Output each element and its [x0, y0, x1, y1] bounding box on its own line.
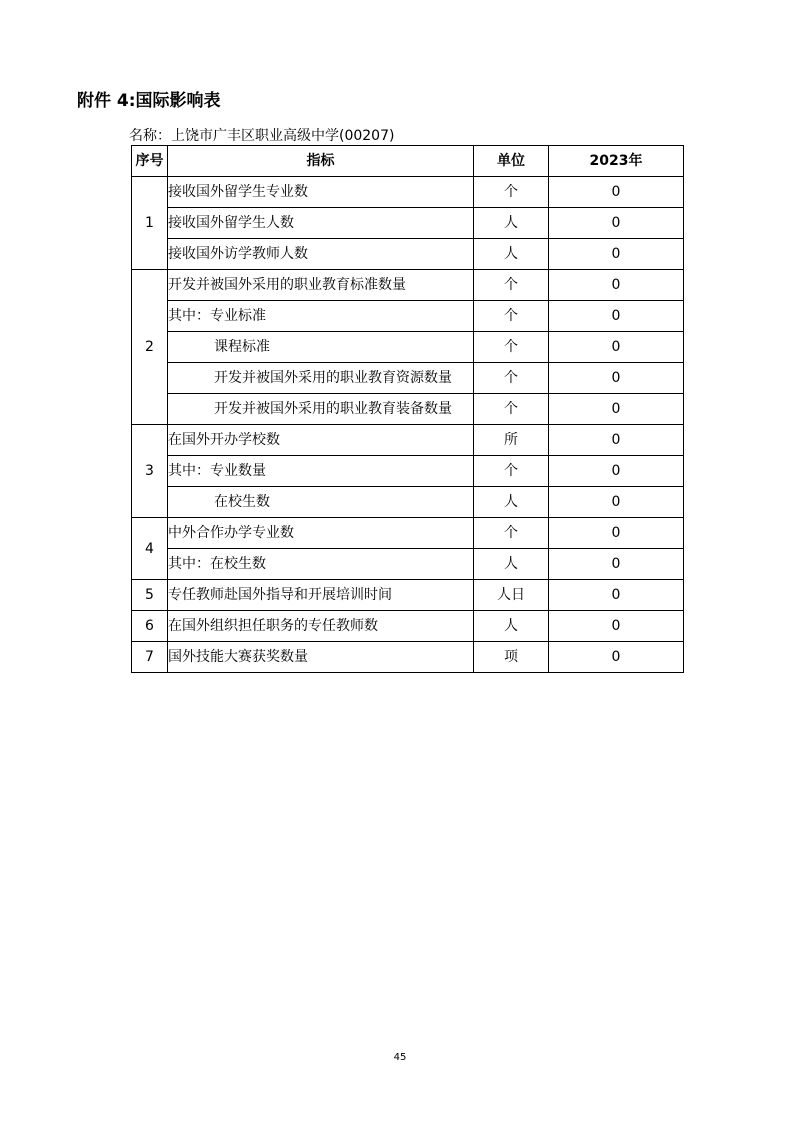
table-row [132, 363, 684, 394]
row-seq: 1 [132, 177, 168, 270]
table-row [132, 456, 684, 487]
row-value-2023: 0 [549, 394, 684, 425]
header-year: 2023年 [549, 146, 684, 177]
row-value-2023: 0 [549, 487, 684, 518]
page-number: 45 [393, 1052, 407, 1063]
page-title: 附件 4:国际影响表 [77, 91, 221, 111]
row-value-2023: 0 [549, 270, 684, 301]
row-indicator: 在校生数 [168, 487, 474, 518]
row-value-2023: 0 [549, 425, 684, 456]
table-row [132, 270, 684, 301]
row-seq: 4 [132, 518, 168, 580]
row-indicator: 其中：专业标准 [168, 301, 474, 332]
row-seq: 3 [132, 425, 168, 518]
row-value-2023: 0 [549, 177, 684, 208]
table-row [132, 394, 684, 425]
row-value-2023: 0 [549, 580, 684, 611]
row-unit: 个 [474, 270, 549, 301]
table-row [132, 487, 684, 518]
row-indicator: 其中：在校生数 [168, 549, 474, 580]
table-row [132, 239, 684, 270]
row-unit: 人 [474, 549, 549, 580]
row-unit: 个 [474, 394, 549, 425]
row-seq: 2 [132, 270, 168, 425]
row-unit: 人 [474, 611, 549, 642]
row-indicator: 开发并被国外采用的职业教育装备数量 [168, 394, 474, 425]
row-unit: 人 [474, 239, 549, 270]
row-indicator: 中外合作办学专业数 [168, 518, 474, 549]
row-unit: 个 [474, 363, 549, 394]
row-unit: 项 [474, 642, 549, 673]
row-unit: 个 [474, 301, 549, 332]
watermark: ​ [49, 224, 71, 246]
header-indicator: 指标 [168, 146, 474, 177]
table-header-row [132, 146, 684, 177]
row-unit: 个 [474, 332, 549, 363]
row-indicator: 开发并被国外采用的职业教育标准数量 [168, 270, 474, 301]
table-row [132, 425, 684, 456]
header-seq: 序号 [132, 146, 168, 177]
row-value-2023: 0 [549, 239, 684, 270]
row-indicator: 在国外组织担任职务的专任教师数 [168, 611, 474, 642]
table-row [132, 611, 684, 642]
row-indicator: 国外技能大赛获奖数量 [168, 642, 474, 673]
row-indicator: 接收国外访学教师人数 [168, 239, 474, 270]
table-caption: 名称：上饶市广丰区职业高级中学(00207) [129, 128, 395, 144]
row-indicator: 在国外开办学校数 [168, 425, 474, 456]
row-seq: 6 [132, 611, 168, 642]
row-unit: 所 [474, 425, 549, 456]
row-indicator: 接收国外留学生专业数 [168, 177, 474, 208]
row-value-2023: 0 [549, 456, 684, 487]
row-indicator: 其中：专业数量 [168, 456, 474, 487]
table-row [132, 642, 684, 673]
row-seq: 5 [132, 580, 168, 611]
table-row [132, 177, 684, 208]
row-value-2023: 0 [549, 332, 684, 363]
table-row [132, 549, 684, 580]
row-value-2023: 0 [549, 518, 684, 549]
row-value-2023: 0 [549, 611, 684, 642]
table-row [132, 301, 684, 332]
table-body [132, 177, 684, 673]
header-unit: 单位 [474, 146, 549, 177]
row-unit: 人 [474, 487, 549, 518]
row-unit: 个 [474, 518, 549, 549]
row-seq: 7 [132, 642, 168, 673]
row-unit: 个 [474, 456, 549, 487]
table-row [132, 332, 684, 363]
international-impact-table [131, 145, 684, 673]
row-indicator: 开发并被国外采用的职业教育资源数量 [168, 363, 474, 394]
row-value-2023: 0 [549, 363, 684, 394]
row-value-2023: 0 [549, 549, 684, 580]
row-unit: 个 [474, 177, 549, 208]
row-unit: 人日 [474, 580, 549, 611]
row-indicator: 接收国外留学生人数 [168, 208, 474, 239]
table-row [132, 580, 684, 611]
table-row [132, 518, 684, 549]
row-unit: 人 [474, 208, 549, 239]
row-value-2023: 0 [549, 301, 684, 332]
row-value-2023: 0 [549, 642, 684, 673]
row-value-2023: 0 [549, 208, 684, 239]
row-indicator: 专任教师赴国外指导和开展培训时间 [168, 580, 474, 611]
row-indicator: 课程标准 [168, 332, 474, 363]
table-row [132, 208, 684, 239]
